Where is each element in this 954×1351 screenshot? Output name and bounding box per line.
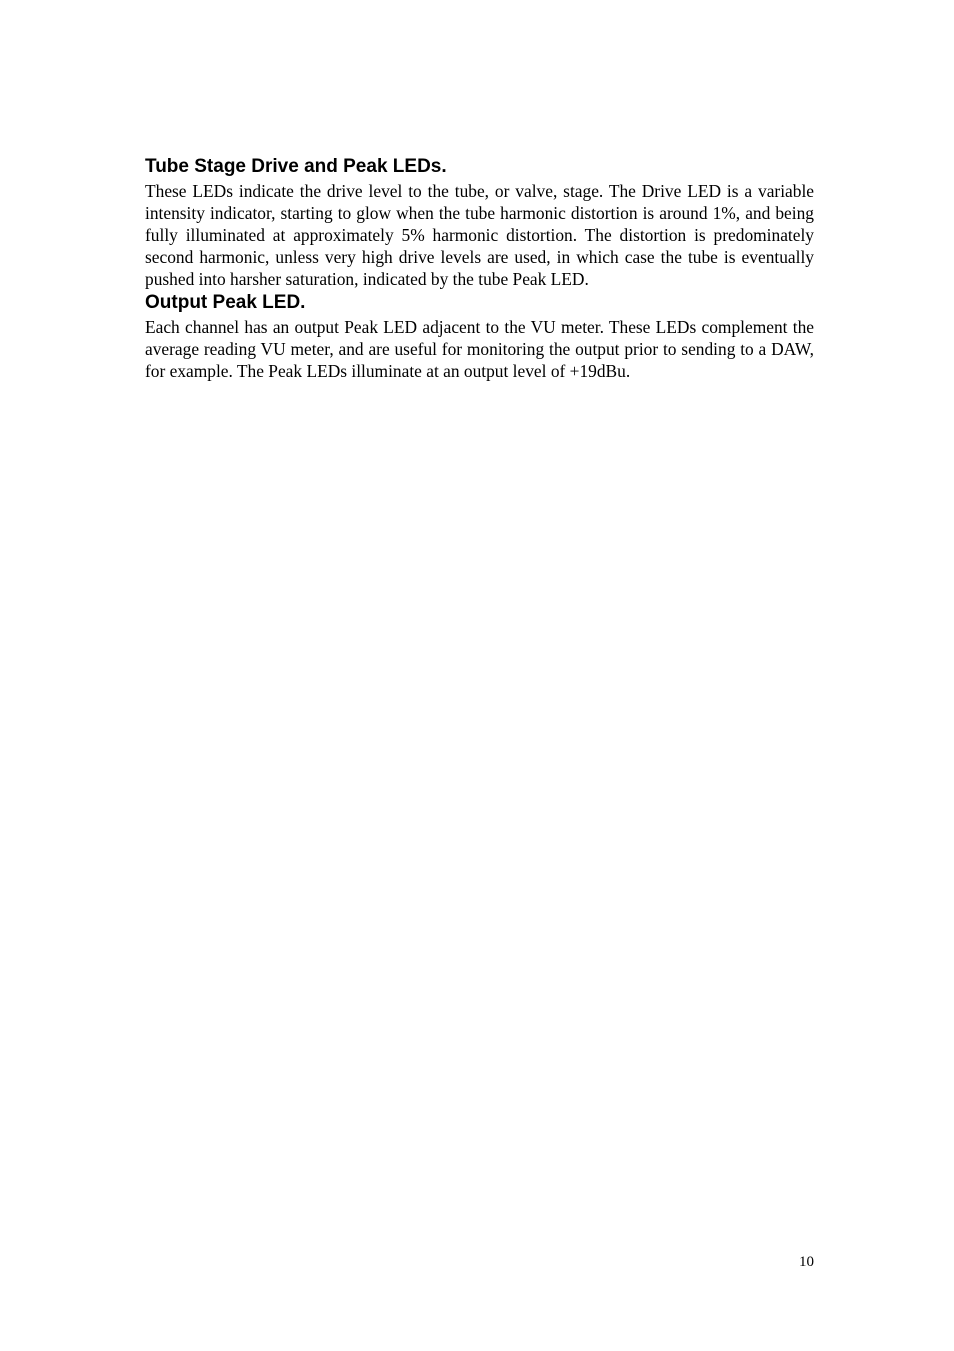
- section-body-output-peak-led: Each channel has an output Peak LED adjacent to the VU meter. These LEDs complement the average reading VU meter, and are useful for monitoring the output prior to sending to a DAW, for example. The Peak LEDs illuminate at an output level of +19dBu.: [145, 317, 814, 381]
- page-content: [145, 154, 814, 382]
- section-heading-tube-stage-drive: Tube Stage Drive and Peak LEDs.: [145, 156, 447, 177]
- section-heading-output-peak-led: Output Peak LED.: [145, 292, 306, 313]
- section-body-tube-stage-drive: These LEDs indicate the drive level to the tube, or valve, stage. The Drive LED is a variable intensity indicator, starting to glow when the tube harmonic distortion is around 1%, and being fully illuminated at approximately 5% harmonic distortion. The distortion is predominately second harmonic, unless very high drive levels are used, in which case the tube is eventually pushed into harsher saturation, indicated by the tube Peak LED.: [145, 181, 814, 289]
- page-number: 10: [799, 1254, 814, 1270]
